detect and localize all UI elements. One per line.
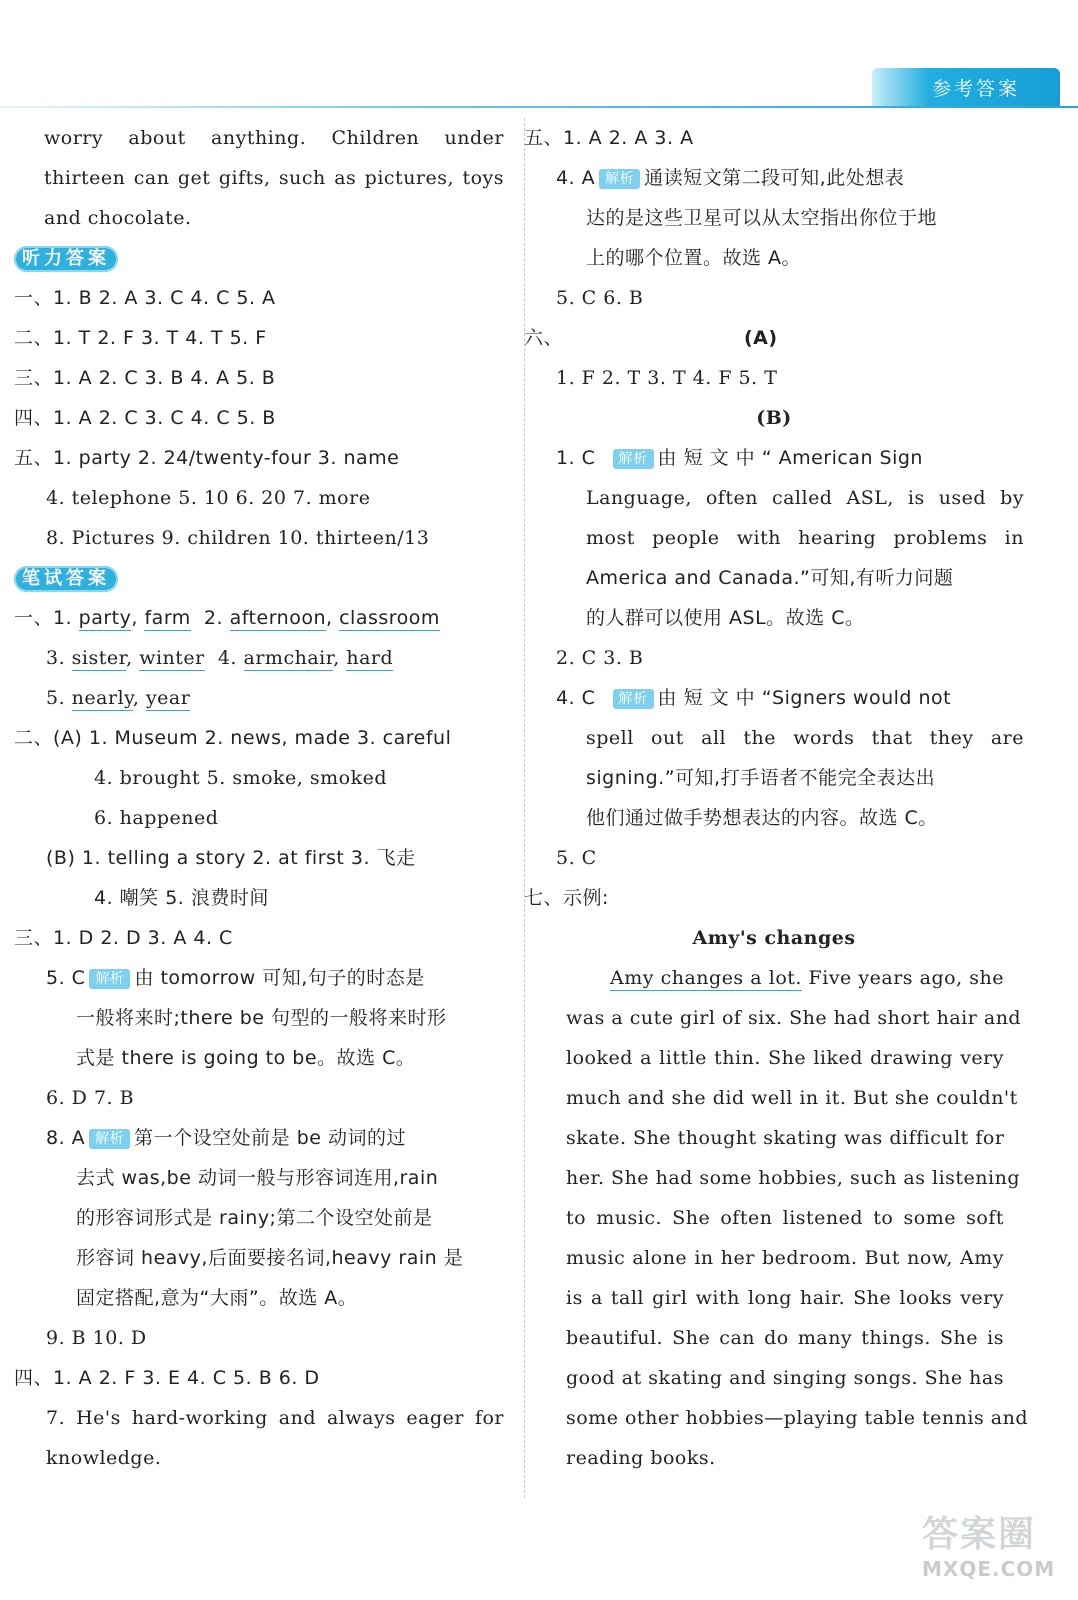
item-number: 8. A: [46, 1127, 86, 1149]
analysis-tag: 解析: [89, 1129, 130, 1149]
explanation-line: [524, 438, 1024, 478]
analysis-tag: 解析: [599, 169, 640, 189]
explanation-text: 由 短 文 中 “Signers would not: [657, 687, 952, 709]
answer-line: 3. sister, winter 4. armchair, hard: [46, 647, 394, 669]
essay-line: good at skating and singing songs. She has: [566, 1367, 1004, 1389]
underlined-word: armchair: [243, 647, 334, 669]
header-tab: [872, 68, 1060, 106]
explanation-line: 上的哪个位置。故选 A。: [586, 247, 802, 269]
explanation-line: 去式 was,be 动词一般与形容词连用,rain: [76, 1167, 439, 1189]
answer-line: 2. C 3. B: [556, 647, 644, 669]
explanation-line: 的形容词形式是 rainy;第二个设空处前是: [76, 1207, 433, 1229]
answer-line: 二、1. T 2. F 3. T 4. T 5. F: [14, 327, 267, 349]
essay-line: looked a little thin. She liked drawing very: [566, 1047, 1004, 1069]
item-number: 4. C: [556, 687, 596, 709]
answer-line: (B) 1. telling a story 2. at first 3. 飞走: [46, 847, 416, 869]
answer-line: 五、1. party 2. 24/twenty-four 3. name: [14, 447, 400, 469]
underlined-word: afternoon: [229, 607, 327, 629]
answer-line: 6. D 7. B: [46, 1087, 135, 1109]
explanation-line: most people with hearing problems in: [586, 527, 1024, 549]
essay-line: her. She had some hobbies, such as listening: [566, 1167, 1021, 1189]
explanation-line: 式是 there is going to be。故选 C。: [76, 1047, 416, 1069]
underlined-word: hard: [346, 647, 394, 669]
section-label: 七、示例:: [524, 887, 609, 909]
explanation-line: 的人群可以使用 ASL。故选 C。: [586, 607, 865, 629]
right-column: [524, 118, 1028, 1478]
explanation-line: America and Canada.”可知,有听力问题: [586, 567, 954, 589]
explanation-line: 一般将来时;there be 句型的一般将来时形: [76, 1007, 447, 1029]
underlined-sentence: Amy changes a lot.: [610, 967, 802, 989]
explanation-line: 固定搭配,意为“大雨”。故选 A。: [76, 1287, 358, 1309]
answer-line: 1. F 2. T 3. T 4. F 5. T: [556, 367, 778, 389]
subsection-label: (B): [756, 407, 792, 429]
written-section-title: [14, 558, 504, 598]
explanation-line: 形容词 heavy,后面要接名词,heavy rain 是: [76, 1247, 464, 1269]
answer-line: 5. nearly, year: [46, 687, 191, 709]
explanation-line: [14, 1118, 504, 1158]
answer-line: 4. 嘲笑 5. 浪费时间: [94, 887, 269, 909]
watermark-text: 答案圈: [922, 1514, 1037, 1555]
explanation-line: Language, often called ASL, is used by: [586, 487, 1024, 509]
essay-line: music alone in her bedroom. But now, Amy: [566, 1247, 1004, 1269]
answer-line: 三、1. D 2. D 3. A 4. C: [14, 927, 233, 949]
essay-line: skate. She thought skating was difficult for: [566, 1127, 1005, 1149]
underlined-word: sister: [71, 647, 127, 669]
underlined-word: year: [145, 687, 191, 709]
essay-line: reading books.: [566, 1447, 716, 1469]
header-rule: [0, 106, 1078, 108]
answer-line: 四、1. A 2. F 3. E 4. C 5. B 6. D: [14, 1367, 320, 1389]
underlined-word: farm: [144, 607, 191, 629]
text-line: thirteen can get gifts, such as pictures, toys: [44, 167, 504, 189]
explanation-text: 由 短 文 中 “ American Sign: [657, 447, 923, 469]
answer-line: knowledge.: [46, 1447, 162, 1469]
answer-line: 一、1. party, farm 2. afternoon, classroom: [14, 607, 440, 629]
explanation-text: 通读短文第二段可知,此处想表: [644, 167, 905, 189]
item-number: 1. C: [556, 447, 596, 469]
text-line: and chocolate.: [44, 207, 192, 229]
essay-line: to music. She often listened to some soft: [566, 1207, 1004, 1229]
essay-line: [524, 958, 1024, 998]
explanation-line: [14, 958, 504, 998]
watermark-logo: [922, 1506, 1062, 1586]
written-badge: 笔试答案: [14, 566, 118, 592]
essay-text: Five years ago, she: [801, 967, 1004, 989]
explanation-line: 达的是这些卫星可以从太空指出你位于地: [586, 207, 938, 229]
section-six-header: [524, 318, 1024, 358]
explanation-line: signing.”可知,打手语者不能完全表达出: [586, 767, 936, 789]
analysis-tag: 解析: [89, 969, 130, 989]
watermark-url: MXQE.COM: [922, 1557, 1056, 1581]
explanation-line: 他们通过做手势想表达的内容。故选 C。: [586, 807, 938, 829]
answer-line: 一、1. B 2. A 3. C 4. C 5. A: [14, 287, 276, 309]
answer-line: 二、(A) 1. Museum 2. news, made 3. careful: [14, 727, 452, 749]
explanation-line: spell out all the words that they are: [586, 727, 1024, 749]
explanation-text: 第一个设空处前是 be 动词的过: [134, 1127, 407, 1149]
explanation-line: [524, 158, 1024, 198]
explanation-line: [524, 678, 1024, 718]
essay-line: beautiful. She can do many things. She is: [566, 1327, 1004, 1349]
underlined-word: nearly: [71, 687, 133, 709]
item-number: 一、1.: [14, 607, 79, 629]
answer-line: 6. happened: [94, 807, 219, 829]
left-column: [14, 118, 504, 1478]
essay-line: is a tall girl with long hair. She looks very: [566, 1287, 1004, 1309]
answer-line: 4. brought 5. smoke, smoked: [94, 767, 387, 789]
text-line: worry about anything. Children under: [44, 127, 504, 149]
answer-line: 5. C 6. B: [556, 287, 644, 309]
section-label: 六、: [524, 327, 564, 349]
essay-line: was a cute girl of six. She had short hair and: [566, 1007, 1022, 1029]
analysis-tag: 解析: [613, 689, 654, 709]
header-tab-label: 参考答案: [931, 77, 1020, 100]
answer-line: 9. B 10. D: [46, 1327, 147, 1349]
answer-line: 5. C: [556, 847, 597, 869]
answer-line: 8. Pictures 9. children 10. thirteen/13: [46, 527, 430, 549]
essay-title: Amy's changes: [692, 927, 856, 949]
underlined-word: winter: [139, 647, 205, 669]
answer-line: 五、1. A 2. A 3. A: [524, 127, 694, 149]
answer-line: 四、1. A 2. C 3. C 4. C 5. B: [14, 407, 276, 429]
underlined-word: party: [78, 607, 132, 629]
subsection-label: (A): [744, 327, 778, 349]
item-number: 5. C: [46, 967, 86, 989]
analysis-tag: 解析: [613, 449, 654, 469]
underlined-word: classroom: [339, 607, 440, 629]
listening-section-title: [14, 238, 504, 278]
explanation-text: 由 tomorrow 可知,句子的时态是: [134, 967, 425, 989]
answer-line: 4. telephone 5. 10 6. 20 7. more: [46, 487, 371, 509]
answer-line: 7. He's hard-working and always eager for: [46, 1407, 504, 1429]
item-number: 4. A: [556, 167, 596, 189]
listening-badge: 听力答案: [14, 246, 118, 272]
essay-line: much and she did well in it. But she couldn't: [566, 1087, 1018, 1109]
essay-line: some other hobbies—playing table tennis and: [566, 1407, 1028, 1429]
answer-line: 三、1. A 2. C 3. B 4. A 5. B: [14, 367, 276, 389]
